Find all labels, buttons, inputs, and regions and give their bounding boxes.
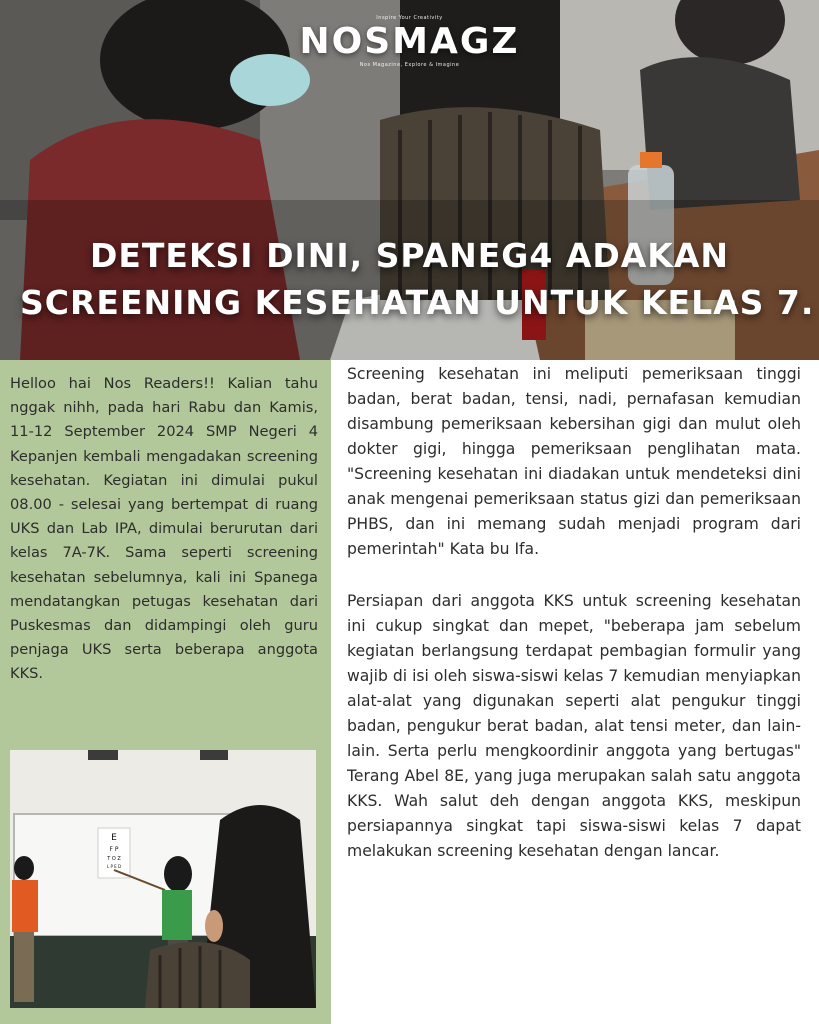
headline-line-1: DETEKSI DINI, SPANEG4 ADAKAN — [89, 236, 730, 275]
eye-chart-row-3: T O Z — [107, 856, 121, 862]
brand-logo: NOSMAGZ — [299, 21, 520, 62]
intro-paragraph: Helloo hai Nos Readers!! Kalian tahu nggak nihh, pada hari Rabu dan Kamis, 11-12 September 2024 SMP Negeri 4 Kepanjen kembali mengadakan screening kesehatan. Kegiatan ini dimulai pukul 08.00 - selesai yang bertempat di ruang UKS dan Lab IPA, dimulai berurutan dari kelas 7A-7K. Sama seperti screening kesehatan sebelumnya, kali ini Spanega mendatangkan petugas kesehatan dari Puskesmas dan didampingi oleh guru penjaga UKS serta beberapa anggota KKS. — [10, 375, 318, 683]
headline — [20, 232, 815, 326]
eye-chart-row-4: L P E D — [106, 864, 122, 869]
eye-exam-photo — [10, 750, 316, 1008]
right-column — [347, 362, 801, 864]
logo-tagline-bottom: Nos Magazine, Explore & Imagine — [359, 62, 460, 68]
body-paragraph-3: Persiapan dari anggota KKS untuk screening kesehatan ini cukup singkat dan mepet, "beberapa jam sebelum kegiatan berlangsung terdapat pembagian formulir yang wajib di isi oleh siswa-siswi kelas 7 kemudian menyiapkan alat-alat yang digunakan seperti alat pengukur tinggi badan, pengukur berat badan, alat tensi meter, dan lain-lain. Serta perlu mengkoordinir anggota yang bertugas" Terang Abel 8E, yang juga merupakan salah satu anggota KKS. Wah salut deh dengan anggota KKS, meskipun persiapannya singkat tapi siswa-siswi kelas 7 dapat melakukan screening kesehatan dengan lancar. — [347, 592, 801, 860]
eye-chart-row-1: E — [111, 833, 117, 843]
headline-line-2: SCREENING KESEHATAN UNTUK KELAS 7. — [20, 283, 815, 322]
logo-tagline-top: Inspire Your Creativity — [376, 15, 443, 21]
hero-photo — [0, 0, 819, 360]
eye-exam-illustration — [10, 750, 316, 1008]
body-paragraph-2: Screening kesehatan ini meliputi pemeriksaan tinggi badan, berat badan, tensi, nadi, pernafasan kemudian disambung pemeriksaan kebersihan gigi dan mulut oleh dokter gigi, hingga pemeriksaan penglihatan mata. "Screening kesehatan ini diadakan untuk mendeteksi dini anak mengenai pemeriksaan status gizi dan pemeriksaan PHBS, dan ini memang sudah menjadi program dari pemerintah" Kata bu Ifa. — [347, 365, 801, 558]
eye-chart-row-2: F P — [109, 846, 119, 853]
left-column — [0, 360, 331, 1024]
